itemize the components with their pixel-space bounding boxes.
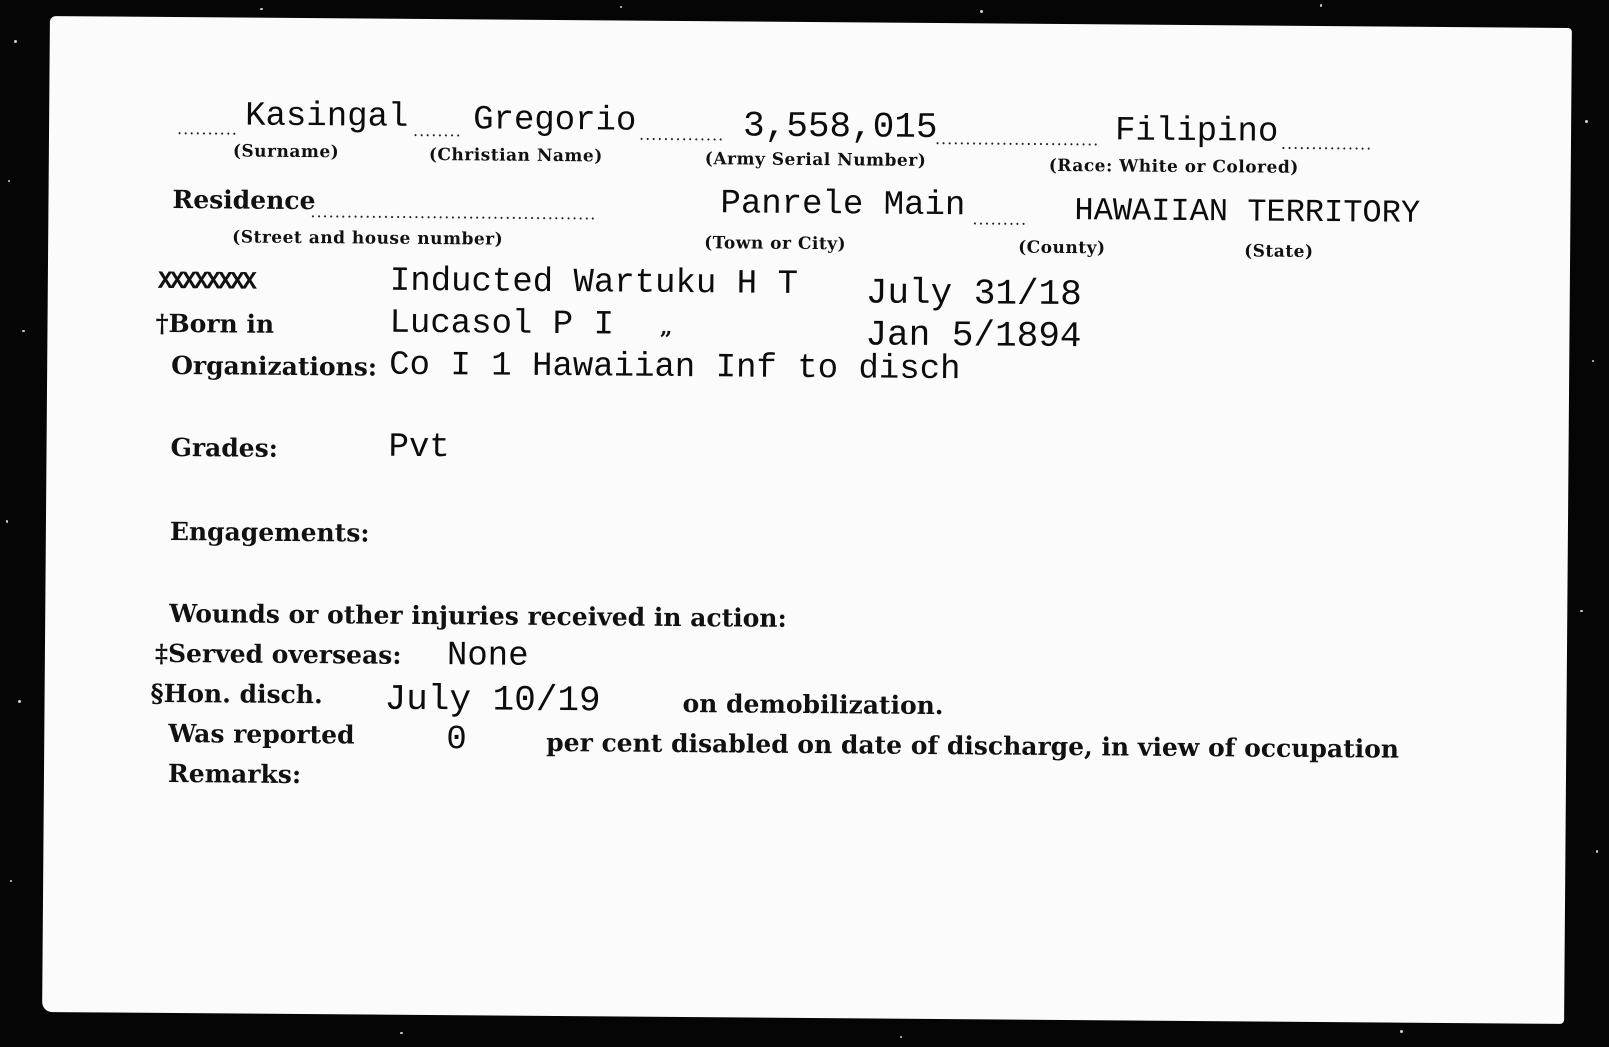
grain-speck <box>400 1032 403 1034</box>
born-value: Lucasol P I <box>389 304 615 345</box>
ditto-mark: ” <box>659 326 673 353</box>
wounds-label: Wounds or other injuries received in action: <box>169 598 787 633</box>
serial-number-caption: (Army Serial Number) <box>704 149 927 171</box>
serial-number-value: 3,558,015 <box>742 105 938 149</box>
remarks-label: Remarks: <box>167 758 302 790</box>
born-date: Jan 5/1894 <box>865 314 1082 358</box>
enlisted-value: Inducted Wartuku H T <box>389 262 799 304</box>
town-caption: (Town or City) <box>704 233 847 255</box>
enlisted-label-overstrike: XXXXXXXX <box>157 266 254 297</box>
town-value: Panrele Main <box>720 185 966 226</box>
surname-value: Kasingal <box>245 97 409 137</box>
grain-speck <box>1592 360 1594 362</box>
county-caption: (County) <box>1018 237 1106 259</box>
grades-value: Pvt <box>388 428 450 468</box>
grain-speck <box>14 40 17 43</box>
leader-dots: ............................................... <box>310 202 597 224</box>
hon-disch-label: §Hon. disch. <box>150 678 323 710</box>
organizations-value: Co I 1 Hawaiian Inf to disch <box>389 346 961 390</box>
race-value: Filipino <box>1114 112 1279 152</box>
leader-dots: ........................... <box>934 128 1100 150</box>
grades-label: Grades: <box>170 432 279 463</box>
hon-disch-suffix: on demobilization. <box>682 689 944 721</box>
disability-suffix: per cent disabled on date of discharge, in view of occupation <box>546 727 1400 764</box>
state-value: HAWAIIAN TERRITORY <box>1074 192 1421 232</box>
served-overseas-label: ‡Served overseas: <box>154 638 402 670</box>
grain-speck <box>22 330 25 332</box>
grain-speck <box>10 880 12 882</box>
enlisted-label-struck <box>158 265 254 297</box>
hon-disch-value: July 10/19 <box>384 678 601 722</box>
grain-speck <box>1596 850 1598 853</box>
residence-label: Residence <box>172 185 316 216</box>
leader-dots: .......... <box>176 119 238 139</box>
service-record-card <box>42 16 1572 1024</box>
grain-speck <box>18 700 21 703</box>
leader-dots: ......... <box>972 209 1028 229</box>
surname-caption: (Surname) <box>232 141 340 163</box>
born-label: †Born in <box>155 308 275 339</box>
grain-speck <box>1585 120 1588 123</box>
grain-speck <box>980 10 983 13</box>
grain-speck <box>260 8 263 10</box>
grain-speck <box>6 520 8 523</box>
grain-speck <box>1580 610 1583 612</box>
street-caption: (Street and house number) <box>232 227 504 250</box>
grain-speck <box>900 1036 902 1038</box>
disability-value: 0 <box>446 721 467 760</box>
christian-name-caption: (Christian Name) <box>428 145 603 167</box>
grain-speck <box>1320 4 1322 7</box>
state-caption: (State) <box>1244 241 1314 262</box>
engagements-label: Engagements: <box>169 516 370 548</box>
christian-name-value: Gregorio <box>472 101 637 141</box>
leader-dots: .............. <box>638 124 725 145</box>
leader-dots: ............... <box>1280 133 1373 154</box>
enlisted-date: July 31/18 <box>865 272 1082 316</box>
organizations-label: Organizations: <box>171 351 378 382</box>
disability-label: Was reported <box>168 718 355 750</box>
grain-speck <box>8 180 10 182</box>
served-overseas-value: None <box>446 637 529 676</box>
race-caption: (Race: White or Colored) <box>1048 155 1299 178</box>
leader-dots: ........ <box>412 120 462 141</box>
grain-speck <box>1400 1030 1403 1033</box>
grain-speck <box>620 6 622 8</box>
